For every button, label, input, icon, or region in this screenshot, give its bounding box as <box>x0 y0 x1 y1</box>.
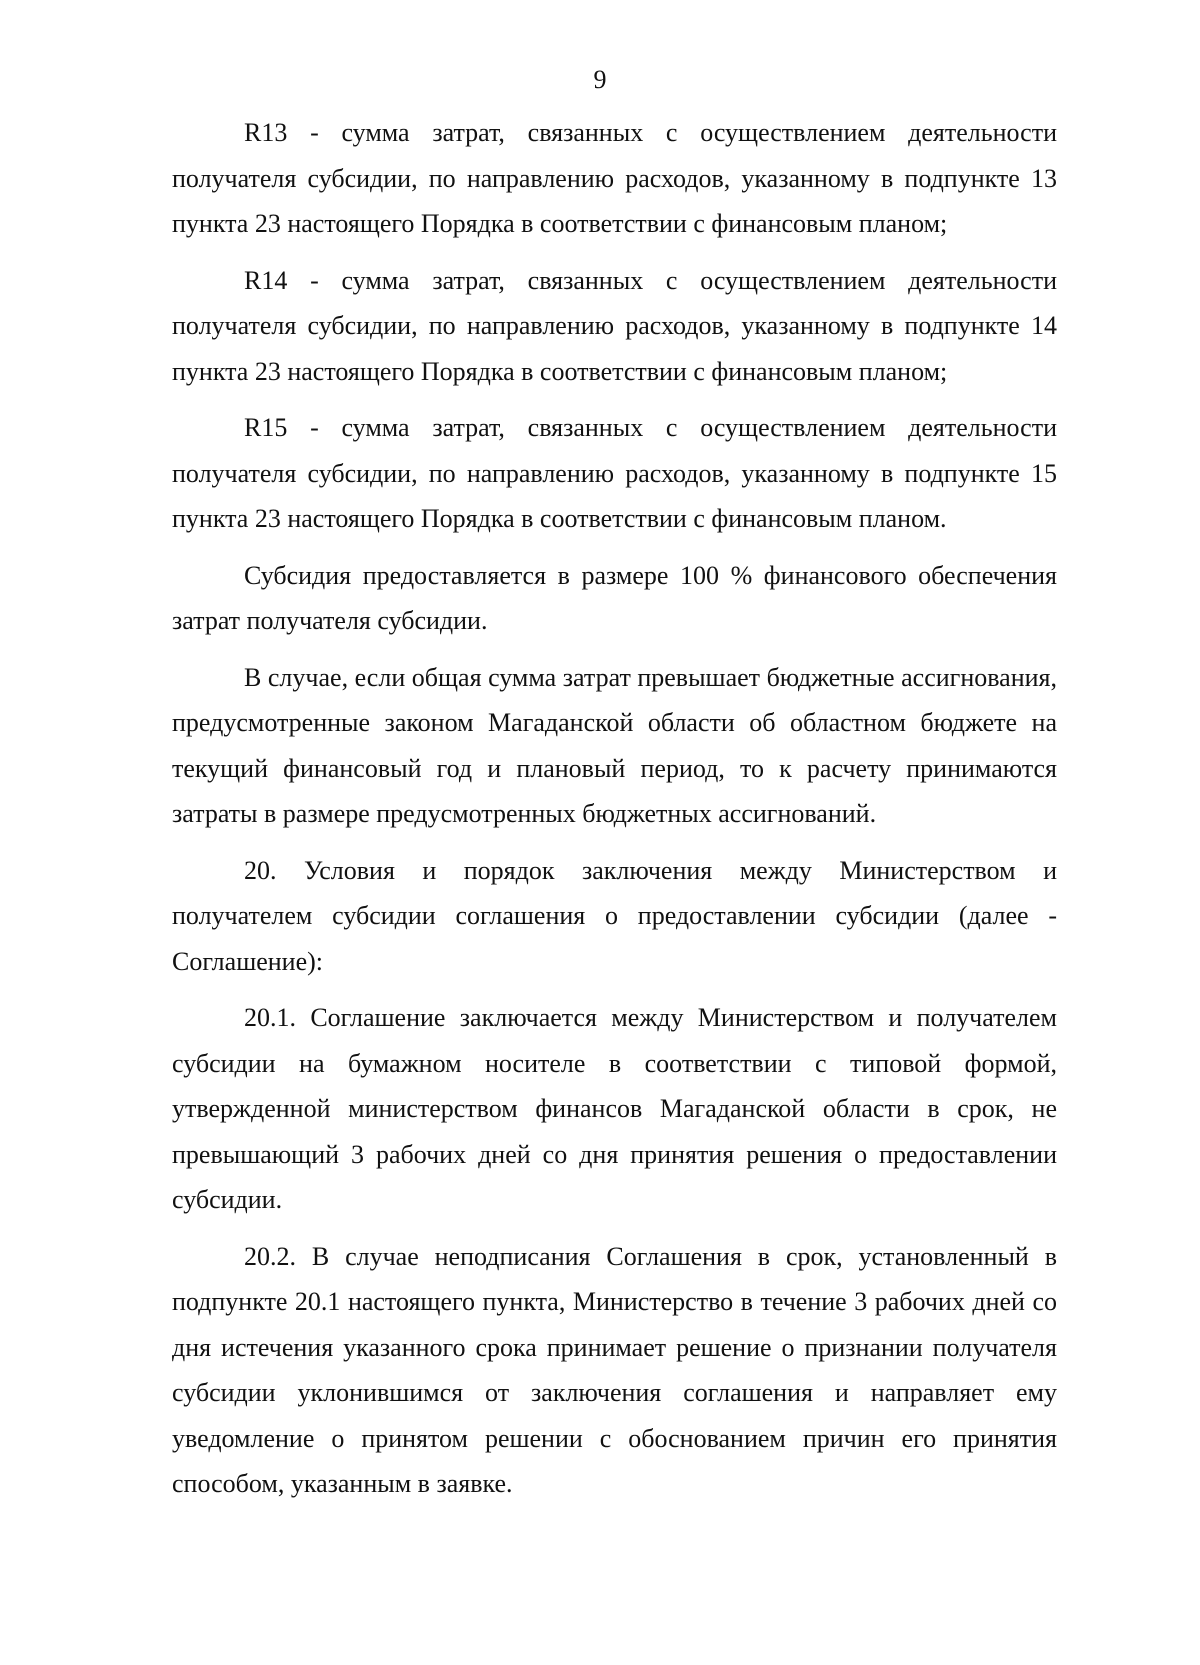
paragraph-r14: R14 - сумма затрат, связанных с осуществлением деятельности получателя субсидии, по направлению расходов, указанному в подпункте 14 пункта 23 настоящего Порядка в соответствии с финансовым планом; <box>172 265 1057 386</box>
paragraph-subsidy-amount: Субсидия предоставляется в размере 100 % финансового обеспечения затрат получателя субсидии. <box>172 560 1057 635</box>
paragraph-budget-limit: В случае, если общая сумма затрат превышает бюджетные ассигнования, предусмотренные законом Магаданской области об областном бюджете на текущий финансовый год и плановый период, то к расчету принимаются затраты в размере предусмотренных бюджетных ассигнований. <box>172 662 1057 828</box>
paragraph-20-1: 20.1. Соглашение заключается между Министерством и получателем субсидии на бумажном носителе в соответствии с типовой формой, утвержденной министерством финансов Магаданской области в срок, не превышающий 3 рабочих дней со дня принятия решения о предоставлении субсидии. <box>172 1003 1057 1214</box>
paragraph-20: 20. Условия и порядок заключения между Министерством и получателем субсидии соглашения о предоставлении субсидии (далее - Соглашение): <box>172 855 1057 976</box>
page-number: 9 <box>593 65 607 94</box>
paragraph-20-2: 20.2. В случае неподписания Соглашения в срок, установленный в подпункте 20.1 настоящего пункта, Министерство в течение 3 рабочих дней со дня истечения указанного срока принимает решение о признании получателя субсидии уклонившимся от заключения соглашения и направляет ему уведомление о принятом решении с обоснованием причин его принятия способом, указанным в заявке. <box>172 1241 1057 1498</box>
document-body <box>172 110 1057 1507</box>
paragraph-r13: R13 - сумма затрат, связанных с осуществлением деятельности получателя субсидии, по направлению расходов, указанному в подпункте 13 пункта 23 настоящего Порядка в соответствии с финансовым планом; <box>172 118 1057 238</box>
paragraph-r15: R15 - сумма затрат, связанных с осуществлением деятельности получателя субсидии, по направлению расходов, указанному в подпункте 15 пункта 23 настоящего Порядка в соответствии с финансовым планом. <box>172 413 1057 533</box>
